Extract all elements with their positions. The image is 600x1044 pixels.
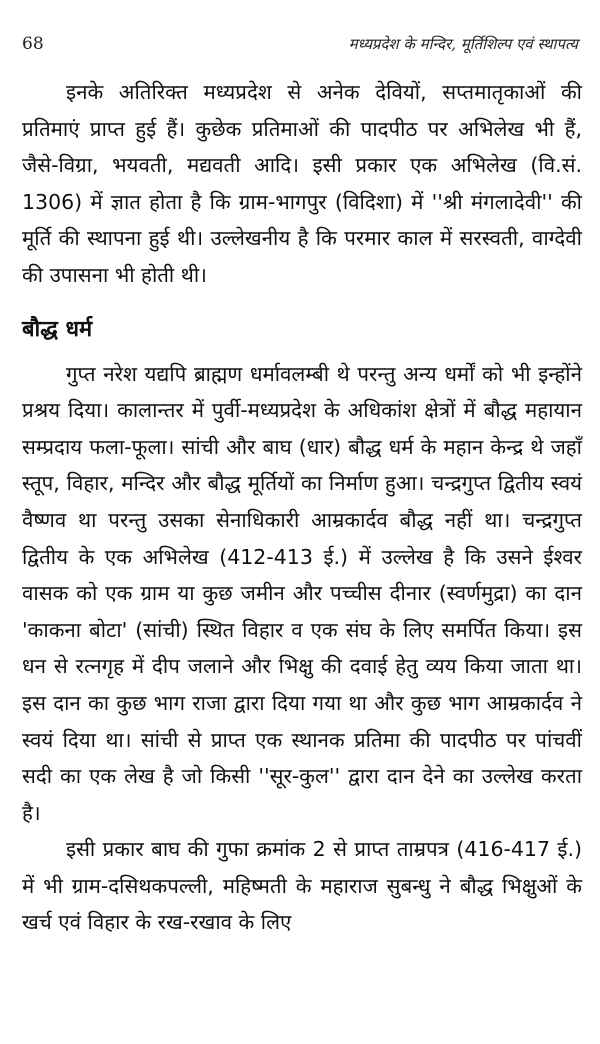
paragraph-bagh-gupha: इसी प्रकार बाघ की गुफा क्रमांक 2 से प्राप्त ताम्रपत्र (416-417 ई.) में भी ग्राम-दसिथकपल्ली, महिष्मती के महाराज सुबन्धु ने बौद्ध भिक्षुओं के खर्च एवं विहार के रख-रखाव के लिए xyxy=(22,837,582,935)
page-number: 68 xyxy=(22,34,44,54)
section-heading-bauddh-dharm: बौद्ध धर्म xyxy=(22,316,93,342)
page-header xyxy=(22,34,578,60)
running-head: मध्यप्रदेश के मन्दिर, मूर्तिशिल्प एवं स्थापत्य xyxy=(348,35,578,53)
paragraph-devi-pratimaen: इनके अतिरिक्त मध्यप्रदेश से अनेक देवियों, सप्तमातृकाओं की प्रतिमाएं प्राप्त हुई हैं। कुछेक प्रतिमाओं की पादपीठ पर अभिलेख भी हैं, जैसे-विग्रा, भयवती, मद्यवती आदि। इसी प्रकार एक अभिलेख (वि.सं. 1306) में ज्ञात होता है कि ग्राम-भागपुर (विदिशा) में ''श्री मंगलादेवी'' की मूर्ति की स्थापना हुई थी। उल्लेखनीय है कि परमार काल में सरस्वती, वाग्देवी की उपासना भी होती थी। xyxy=(22,80,582,287)
paragraph-gupt-naresh: गुप्त नरेश यद्यपि ब्राह्मण धर्मावलम्बी थे परन्तु अन्य धर्मों को भी इन्होंने प्रश्रय दिया। कालान्तर में पुर्वी-मध्यप्रदेश के अधिकांश क्षेत्रों में बौद्ध महायान सम्प्रदाय फला-फूला। सांची और बाघ (धार) बौद्ध धर्म के महान केन्द्र थे जहाँ स्तूप, विहार, मन्दिर और बौद्ध मूर्तियों का निर्माण हुआ। चन्द्रगुप्त द्वितीय स्वयं वैष्णव था परन्तु उसका सेनाधिकारी आम्रकार्दव बौद्ध नहीं था। चन्द्रगुप्त द्वितीय के एक अभिलेख (412-413 ई.) में उल्लेख है कि उसने ईश्वर वासक को एक ग्राम या कुछ जमीन और पच्चीस दीनार (स्वर्णमुद्रा) का दान 'काकना बोटा' (सांची) स्थित विहार व एक संघ के लिए समर्पित किया। इस धन से रत्नगृह में दीप जलाने और भिक्षु की दवाई हेतु व्यय किया जाता था। इस दान का कुछ भाग राजा द्वारा दिया गया था और कुछ भाग आम्रकार्दव ने स्वयं दिया था। सांची से प्राप्त एक स्थानक प्रतिमा की पादपीठ पर पांचवीं सदी का एक लेख है जो किसी ''सूर-कुल'' द्वारा दान देने का उल्लेख करता है। xyxy=(22,361,582,825)
body-text xyxy=(22,74,582,941)
